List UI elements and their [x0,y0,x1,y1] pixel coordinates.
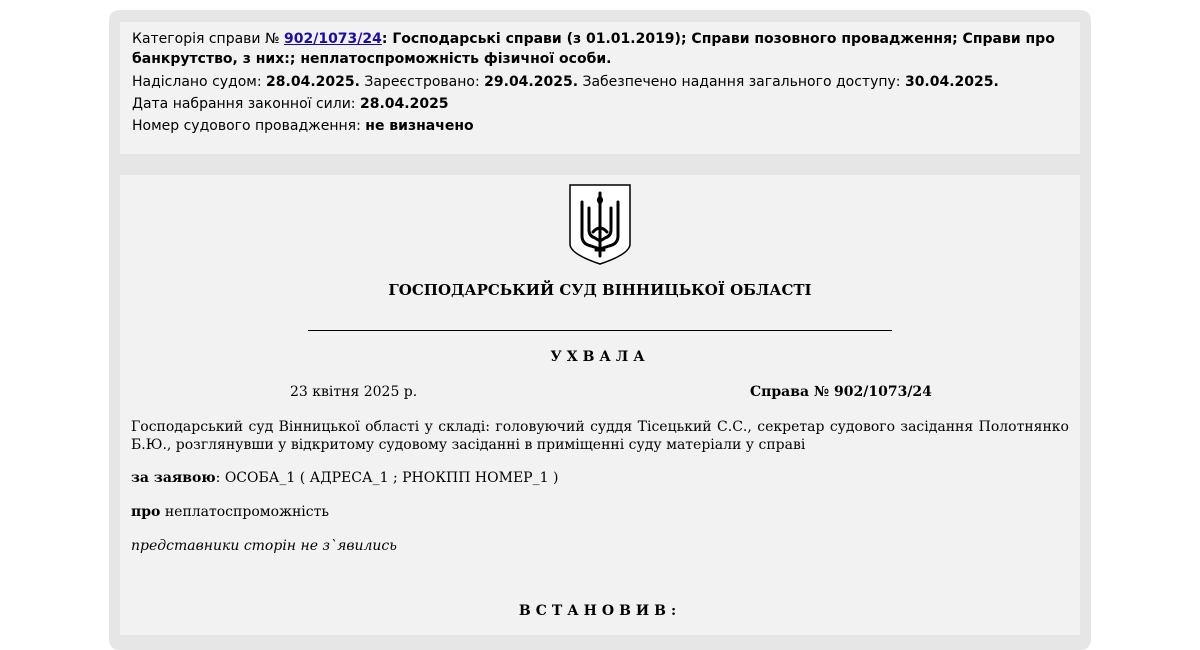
category-line [132,29,1068,69]
court-composition-paragraph: Господарський суд Вінницької області у складі: головуючий суддя Тісецький С.С., секретар судового засідання Полотнянко Б.Ю., розглянувши у відкритому судовому засіданні в приміщенні суду матеріали у справі [131,419,1069,453]
effective-label: Дата набрання законної сили: [132,96,360,112]
sent-label: Надіслано судом: [132,74,267,90]
court-name-heading: ГОСПОДАРСЬКИЙ СУД ВІННИЦЬКОЇ ОБЛАСТІ [388,281,812,299]
coat-of-arms-icon [569,184,631,265]
effective-date-line [132,93,1068,115]
subject-paragraph [131,503,1069,521]
document-body [120,175,1080,635]
registered-value: 29.04.2025. [484,74,579,90]
established-heading: ВСТАНОВИВ: [518,603,682,619]
registered-label: Зареєстровано: [359,74,485,90]
decision-date: 23 квітня 2025 р. [290,384,418,400]
category-value: : Господарські справи (з 01.01.2019); Справи позовного провадження; Справи про банкрутство, з них:; неплатоспроможність фізичної особи. [132,31,1055,67]
access-label: Забезпечено надання загального доступу: [578,74,905,90]
subject-value: неплатоспроможність [160,504,329,520]
case-number: Справа № 902/1073/24 [750,384,932,400]
application-value: : ОСОБА_1 ( АДРЕСА_1 ; РНОКПП НОМЕР_1 ) [215,470,559,486]
dates-line [132,71,1068,93]
proceeding-label: Номер судового провадження: [132,118,366,134]
application-label: за заявою [131,470,216,486]
proceeding-value: не визначено [365,118,474,134]
effective-value: 28.04.2025 [359,96,449,112]
proceeding-line [132,115,1068,137]
document-type-heading: УХВАЛА [550,349,650,365]
subject-label: про [131,504,161,520]
category-label: Категорія справи № [132,31,284,47]
application-paragraph [131,469,1069,487]
sent-value: 28.04.2025. [266,74,360,90]
case-info-panel [120,22,1080,154]
divider-rule [308,330,892,331]
parties-note: представники сторін не з`явились [131,538,397,554]
access-value: 30.04.2025. [904,74,999,90]
case-number-link[interactable]: 902/1073/24 [283,31,382,47]
